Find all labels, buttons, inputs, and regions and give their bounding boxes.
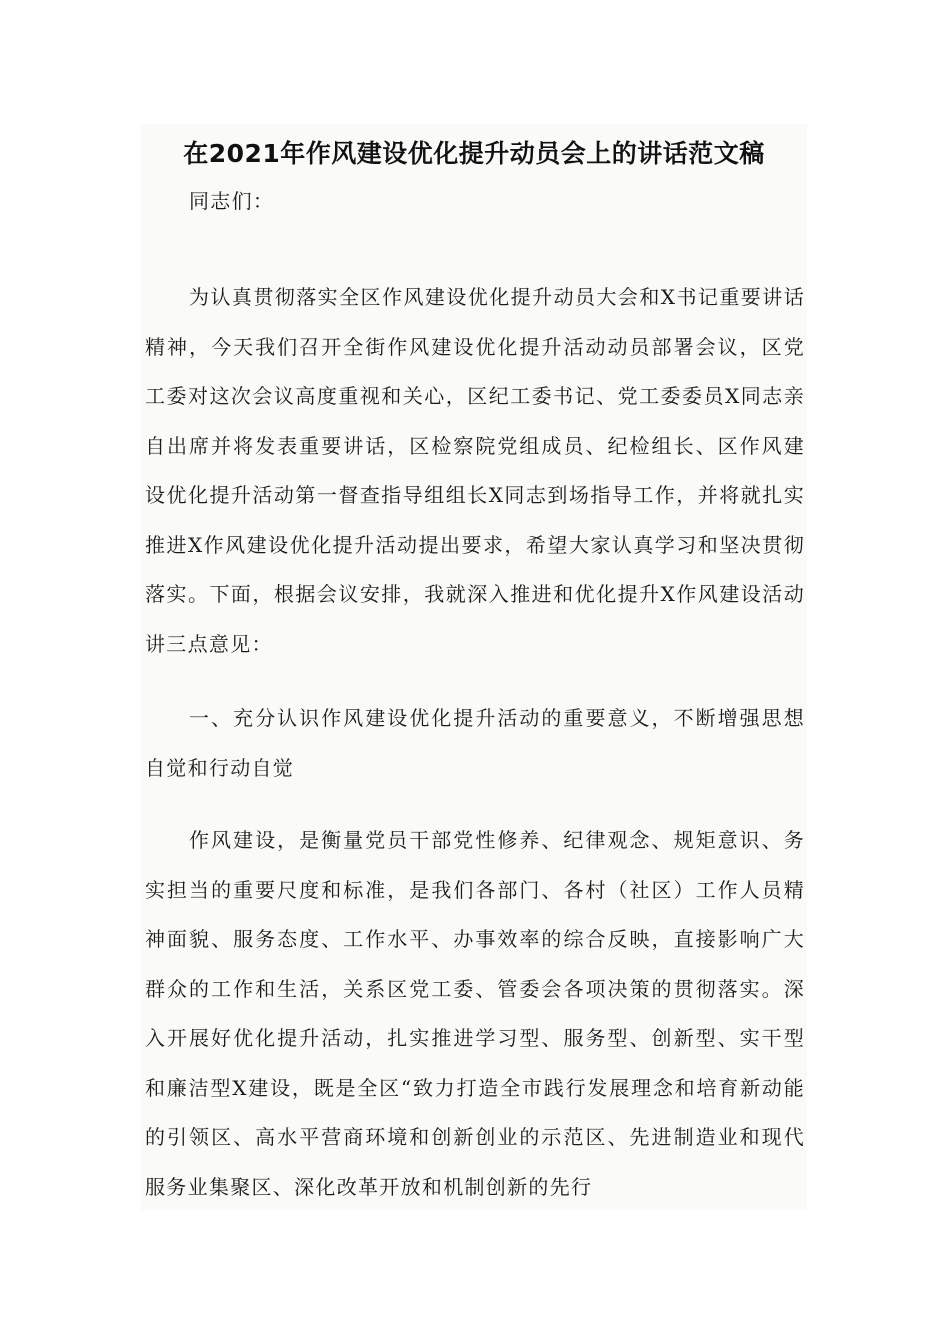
greeting: 同志们： bbox=[189, 189, 275, 213]
paragraph-intro: 为认真贯彻落实全区作风建设优化提升动员大会和X书记重要讲话精神，今天我们召开全街作风建设优化提升活动动员部署会议，区党工委对这次会议高度重视和关心，区纪工委书记、党工委委员X同志亲自出席并将发表重要讲话，区检察院党组成员、纪检组长、区作风建设优化提升活动第一督查指导组组长X同志到场指导工作，并将就扎实推进X作风建设优化提升活动提出要求，希望大家认真学习和坚决贯彻落实。下面，根据会议安排，我就深入推进和优化提升X作风建设活动讲三点意见： bbox=[145, 285, 805, 656]
document-title: 在2021年作风建设优化提升动员会上的讲话范文稿 bbox=[183, 139, 765, 168]
section-heading-1: 一、充分认识作风建设优化提升活动的重要意义，不断增强思想自觉和行动自觉 bbox=[145, 706, 805, 780]
document-page bbox=[141, 124, 807, 1210]
paragraph-section-1: 作风建设，是衡量党员干部党性修养、纪律观念、规矩意识、务实担当的重要尺度和标准，是我们各部门、各村（社区）工作人员精神面貌、服务态度、工作水平、办事效率的综合反映，直接影响广大群众的工作和生活，关系区党工委、管委会各项决策的贯彻落实。深入开展好优化提升活动，扎实推进学习型、服务型、创新型、实干型和廉洁型X建设，既是全区“致力打造全市践行发展理念和培育新动能的引领区、高水平营商环境和创新创业的示范区、先进制造业和现代服务业集聚区、深化改革开放和机制创新的先行 bbox=[145, 828, 805, 1199]
